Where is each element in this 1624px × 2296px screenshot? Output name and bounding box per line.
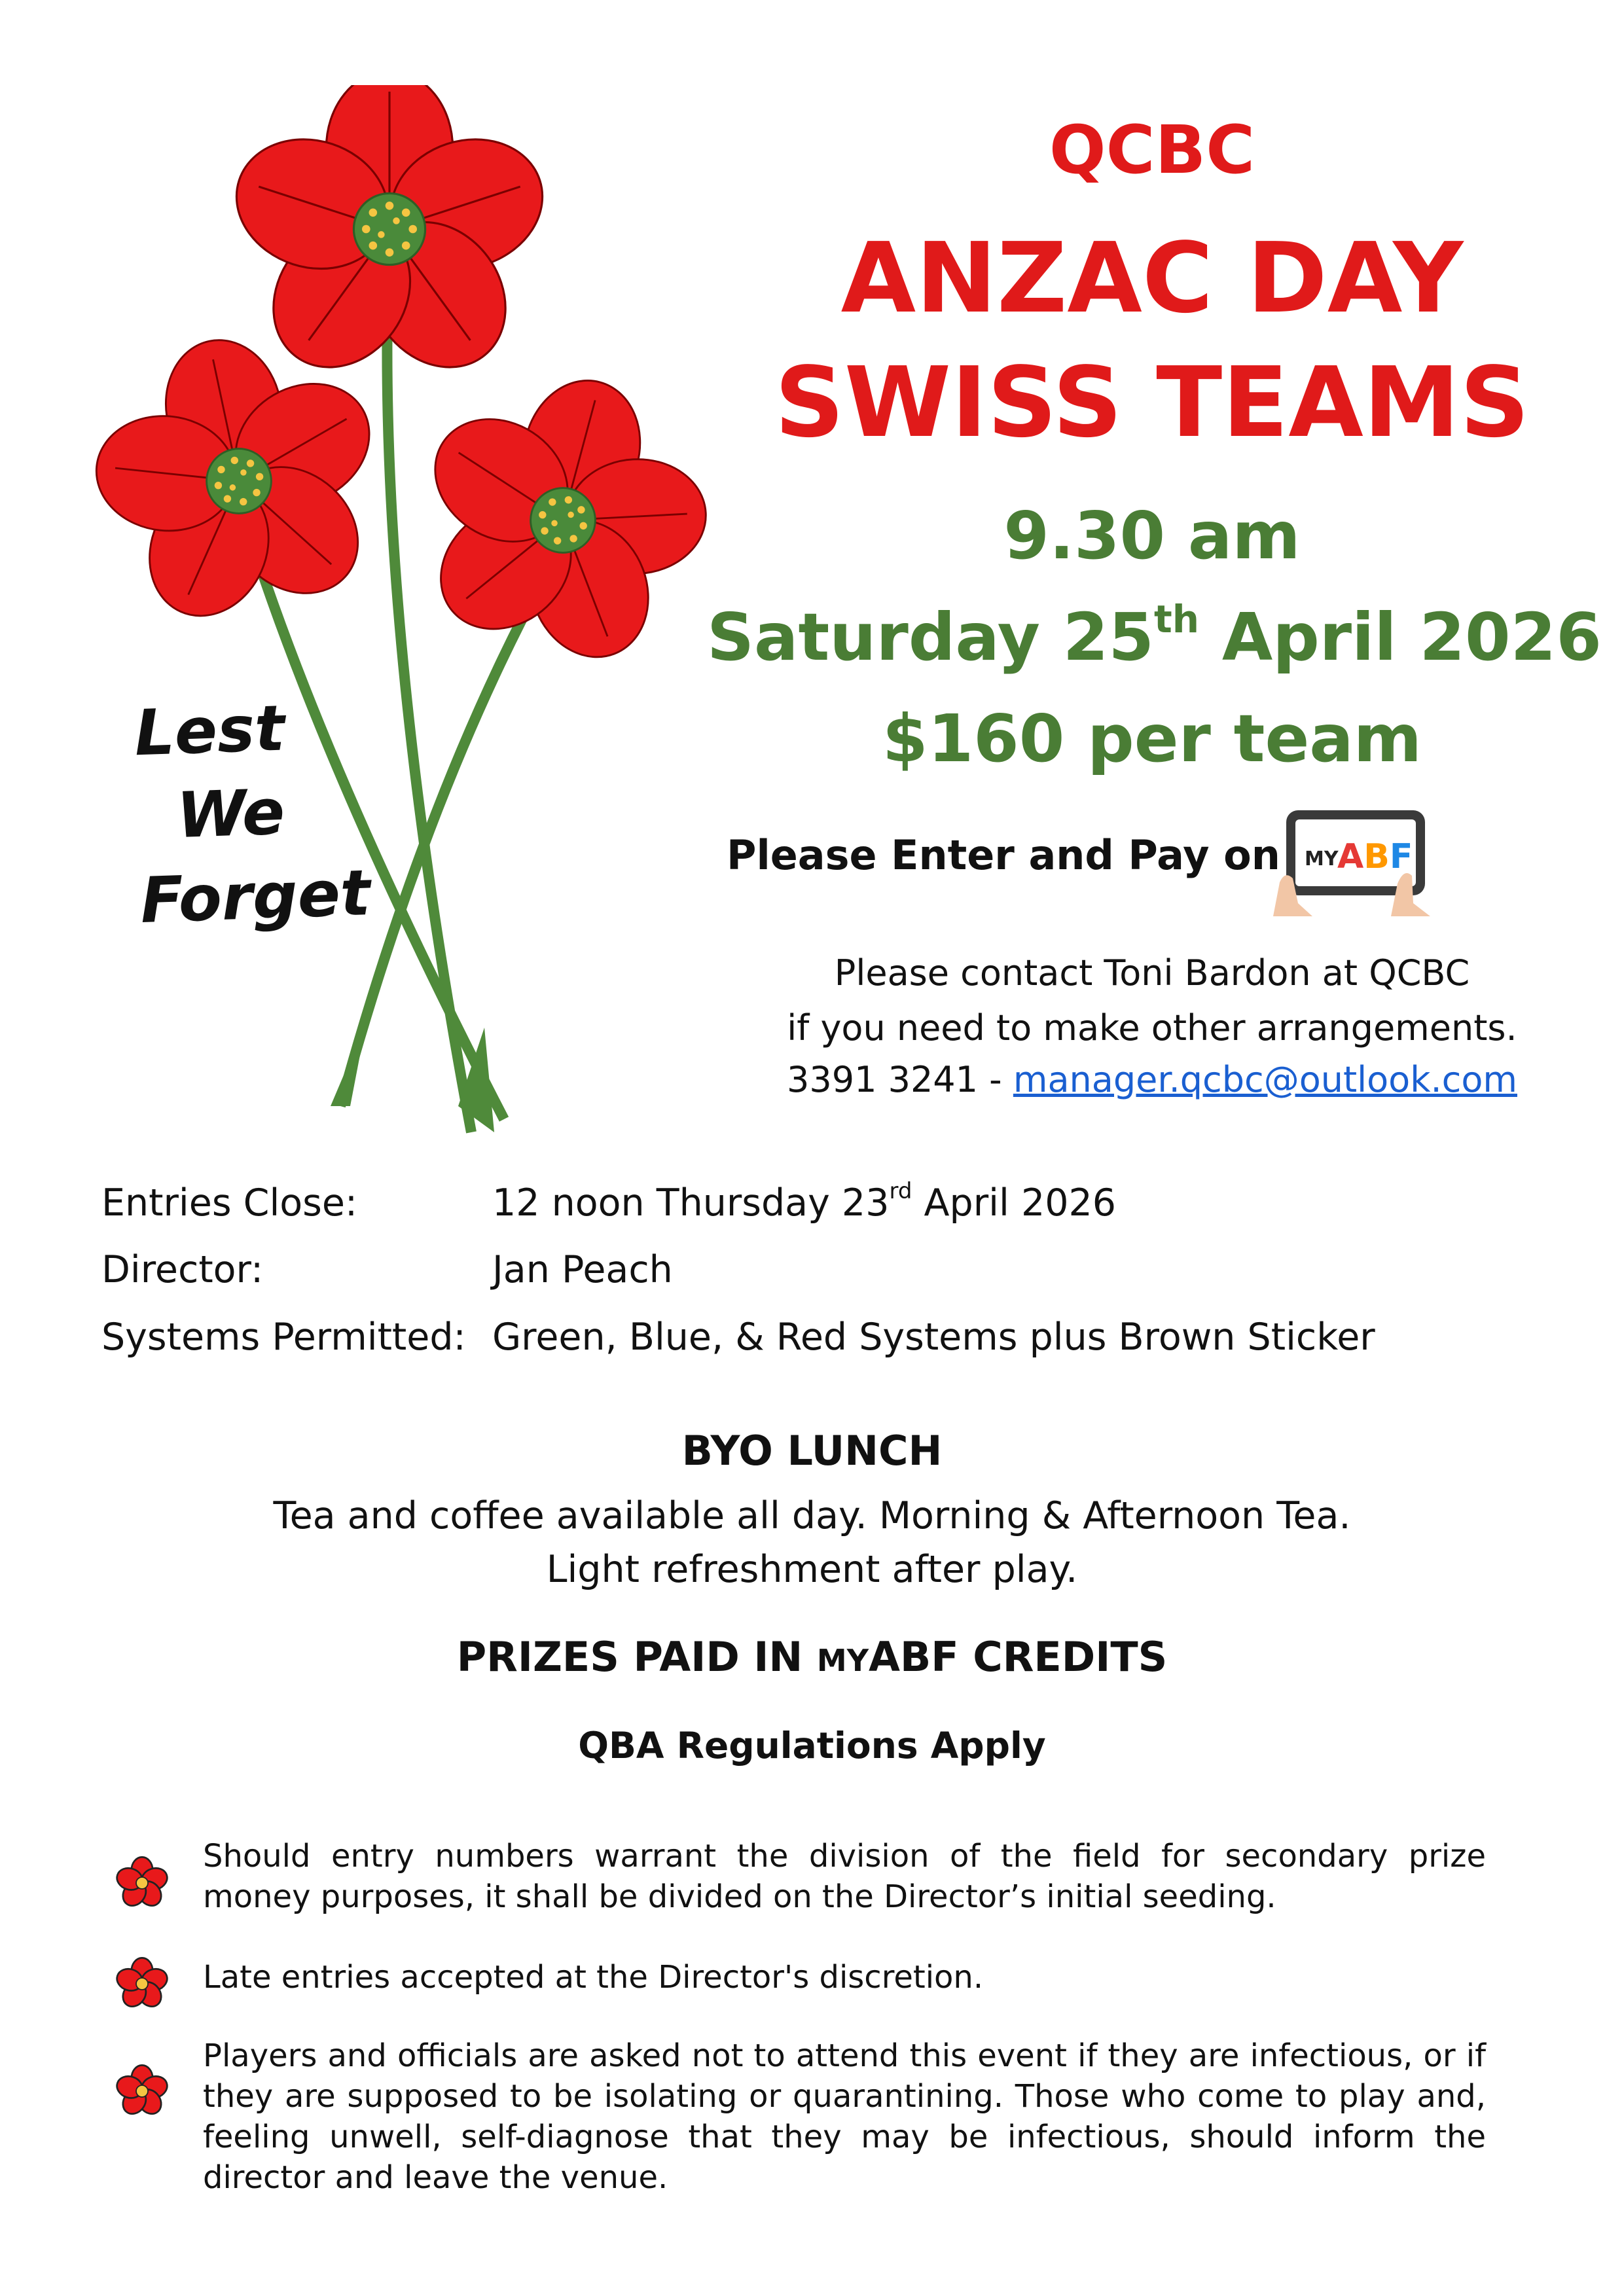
myabf-logo-text: ABF	[1337, 837, 1413, 876]
poppy-bouquet-illustration	[92, 85, 707, 1145]
myabf-logo-icon[interactable]	[1273, 805, 1430, 916]
email-link[interactable]: manager.qcbc@outlook.com	[1013, 1059, 1517, 1100]
entries-close-value	[492, 1178, 1117, 1225]
lest-we-forget-caption	[133, 683, 377, 942]
event-price: $160 per team	[882, 700, 1422, 777]
entries-close-ordinal: rd	[889, 1178, 912, 1204]
poppy-right	[376, 342, 707, 704]
contact-info	[733, 946, 1571, 1056]
contact-line-1: Please contact Toni Bardon at QCBC	[834, 952, 1470, 994]
myabf-logo-prefix: MY	[1305, 848, 1339, 870]
lunch-line-2: Light refreshment after play.	[546, 1548, 1078, 1591]
systems-label: Systems Permitted:	[101, 1316, 466, 1359]
prizes-suffix: ABF CREDITS	[869, 1633, 1168, 1681]
entries-close-month-year: April 2026	[912, 1181, 1117, 1225]
prizes-prefix: PRIZES PAID IN	[456, 1633, 817, 1681]
lunch-heading: BYO LUNCH	[681, 1427, 943, 1475]
event-date-day: Saturday 25	[707, 599, 1154, 675]
event-title-line-1: ANZAC DAY	[840, 222, 1464, 334]
event-date-month-year: April 2026	[1199, 599, 1602, 675]
event-date	[707, 597, 1602, 675]
systems-value: Green, Blue, & Red Systems plus Brown Sticker	[492, 1316, 1375, 1359]
contact-phone: 3391 3241 -	[787, 1059, 1013, 1100]
poppy-left	[92, 309, 420, 659]
director-label: Director:	[101, 1248, 264, 1291]
contact-phone-email	[733, 1059, 1571, 1100]
bullet-item-1: Should entry numbers warrant the division of the field for secondary prize money purposes, it shall be divided on the Director’s initial seeding.	[203, 1838, 1486, 1915]
prizes-my: MY	[816, 1643, 869, 1678]
director-value: Jan Peach	[492, 1248, 673, 1291]
organiser-name: QCBC	[1049, 111, 1255, 189]
entries-close-label: Entries Close:	[101, 1181, 358, 1225]
event-title-line-2: SWISS TEAMS	[774, 346, 1530, 459]
bullet-item-3: Players and officials are asked not to attend this event if they are infectious, or if they are supposed to be isolating or quarantining. Those who come to play and, feeling unwell, self-diagnose that they may be infectious, should inform the director and leave the venue.	[203, 2037, 1486, 2196]
event-time: 9.30 am	[1003, 497, 1301, 574]
contact-line-2: if you need to make other arrangements.	[787, 1007, 1517, 1049]
regulations-heading: QBA Regulations Apply	[578, 1725, 1046, 1767]
prizes-heading	[0, 1633, 1624, 1681]
poppy-bullet-icon	[113, 1954, 171, 2013]
enter-and-pay-text: Please Enter and Pay on	[727, 831, 1280, 879]
caption-line-2: We	[175, 775, 286, 853]
poppy-bullet-icon	[113, 1854, 171, 1912]
caption-line-1: Lest	[133, 691, 286, 770]
caption-line-3: Forget	[139, 855, 372, 938]
event-date-ordinal: th	[1153, 597, 1199, 641]
poppy-bullet-icon	[113, 2062, 171, 2121]
stem-top-poppy	[387, 242, 471, 1132]
entries-close-day: 12 noon Thursday 23	[492, 1181, 890, 1225]
lunch-line-1: Tea and coffee available all day. Morning & Afternoon Tea.	[273, 1494, 1351, 1537]
bullet-item-2: Late entries accepted at the Director's discretion.	[203, 1959, 984, 1996]
